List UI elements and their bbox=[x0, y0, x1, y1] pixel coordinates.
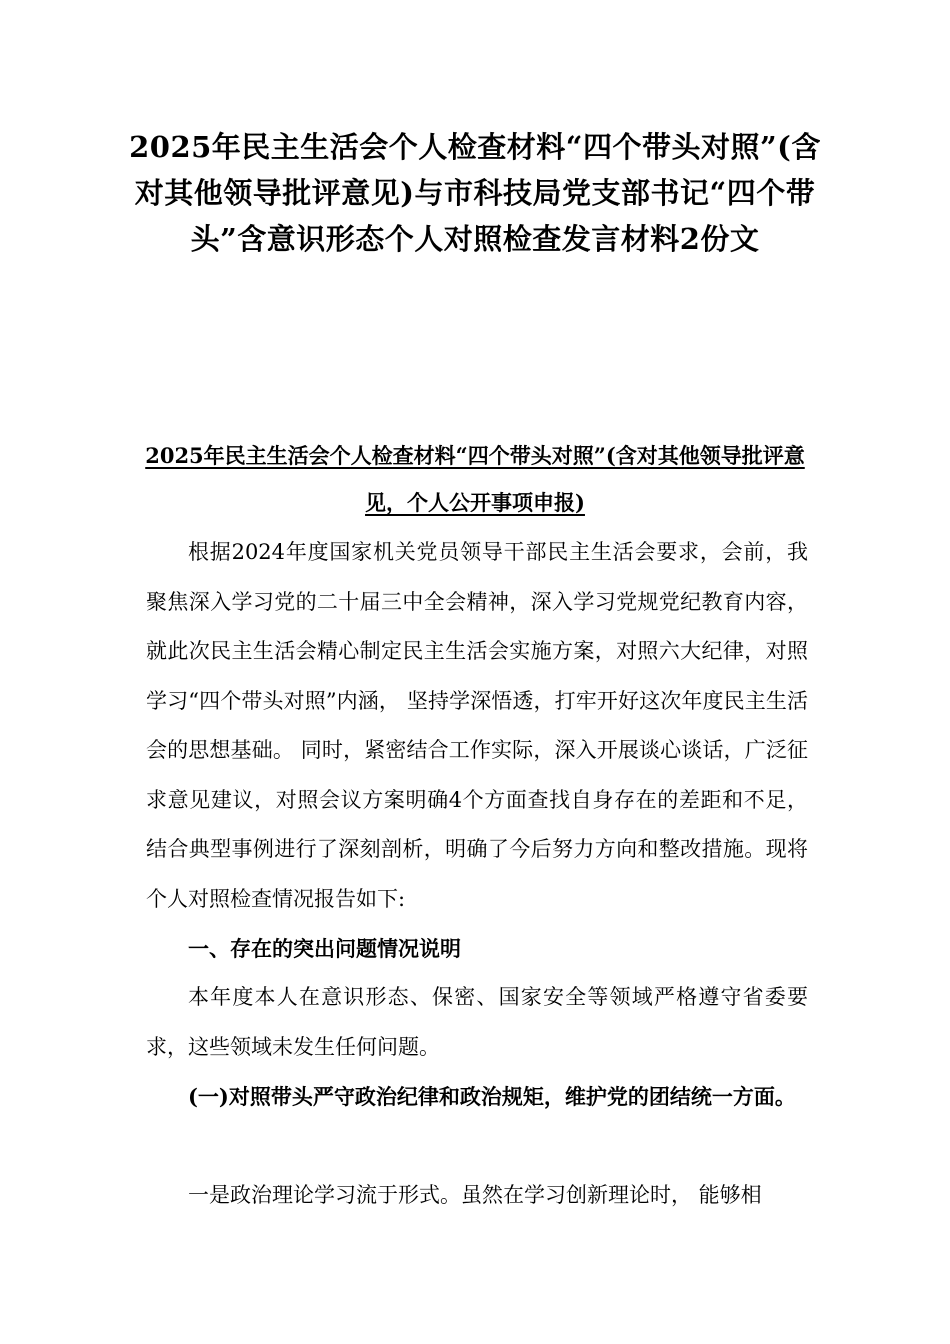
document-title: 2025年民主生活会个人检查材料“四个带头对照”(含对其他领导批评意见)与市科技局党支部书记“四个带头”含意识形态个人对照检查发言材料2份文 bbox=[129, 130, 821, 256]
subheading-problems: 一、存在的突出问题情况说明 bbox=[188, 936, 461, 961]
subheading-political-discipline: (一)对照带头严守政治纪律和政治规矩，维护党的团结统一方面。 bbox=[188, 1084, 796, 1109]
intro-paragraph: 根据2024年度国家机关党员领导干部民主生活会要求，会前，我聚焦深入学习党的二十届三中全会精神，深入学习党规党纪教育内容，就此次民主生活会精心制定民主生活会实施方案，对照六大纪律，对照学习“四个带头对照”内涵， 坚持学深悟透，打牢开好这次年度民主生活会的思想基础。 同时，紧密结合工作实际，深入开展谈心谈话，广泛征求意见建议，对照会议方案明确4个方面查找自身存在的差距和不足，结合典型事例进行了深刻剖析，明确了今后努力方向和整改措施。现将个人对照检查情况报告如下: bbox=[146, 540, 808, 911]
section-heading: 2025年民主生活会个人检查材料“四个带头对照”(含对其他领导批评意见，个人公开事项申报) bbox=[145, 443, 805, 515]
paragraph-problems-summary: 本年度本人在意识形态、保密、国家安全等领域严格遵守省委要求，这些领域未发生任何问题。 bbox=[146, 985, 808, 1059]
paragraph-theory-study: 一是政治理论学习流于形式。虽然在学习创新理论时， 能够相 bbox=[188, 1183, 762, 1207]
